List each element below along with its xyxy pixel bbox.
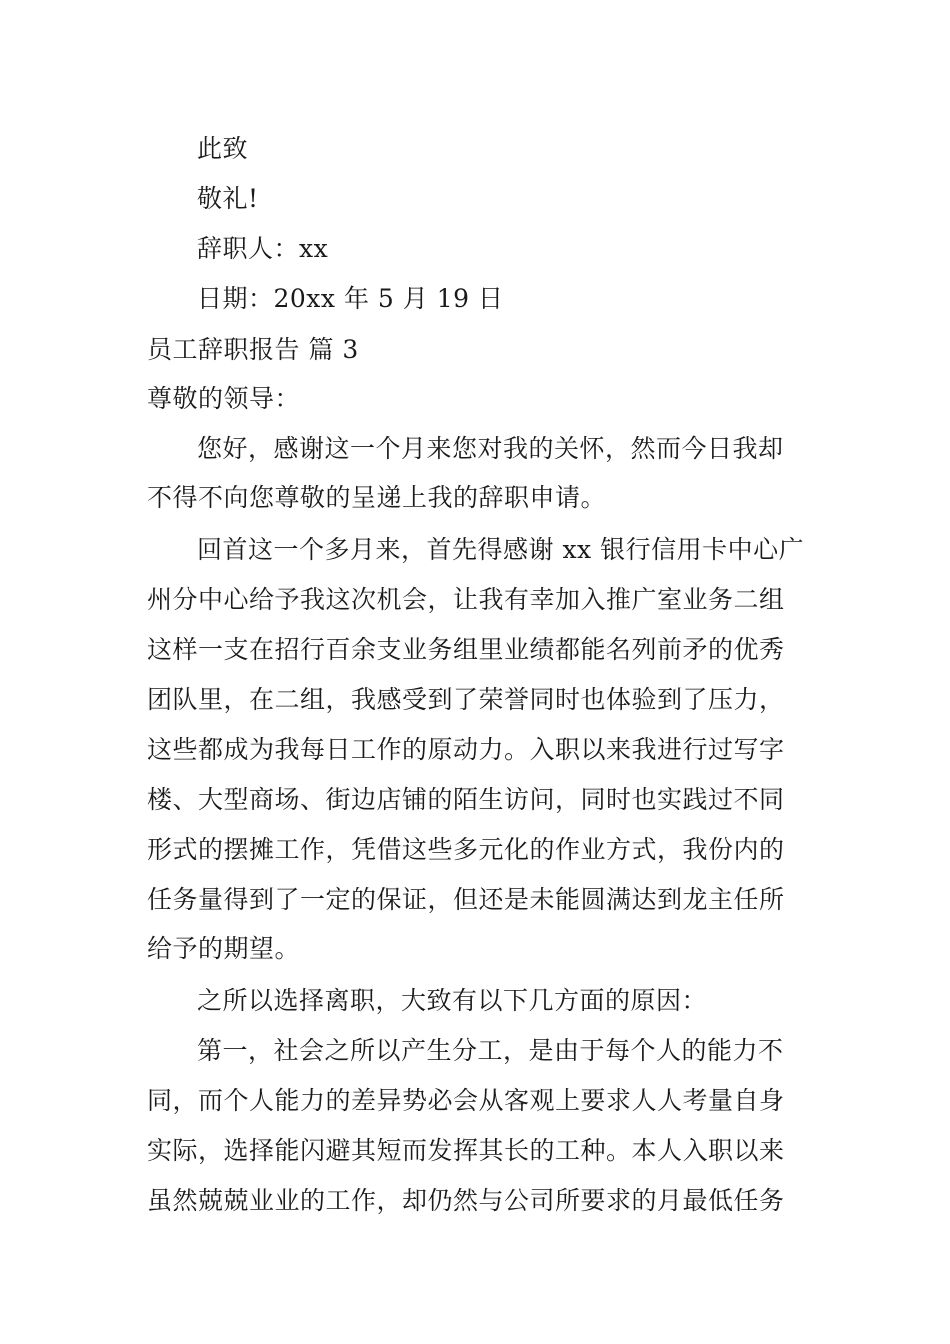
- body-line: 形式的摆摊工作，凭借这些多元化的作业方式，我份内的: [147, 835, 785, 864]
- date-line: 日期：20xx 年 5 月 19 日: [197, 284, 504, 313]
- signer-line: 辞职人：xx: [197, 234, 329, 263]
- body-line: 虽然兢兢业业的工作，却仍然与公司所要求的月最低任务: [147, 1186, 785, 1215]
- body-line: 团队里，在二组，我感受到了荣誉同时也体验到了压力，: [147, 685, 785, 714]
- section-title: 员工辞职报告 篇 3: [147, 335, 359, 364]
- body-line: 实际，选择能闪避其短而发挥其长的工种。本人入职以来: [147, 1136, 785, 1165]
- body-line: 之所以选择离职，大致有以下几方面的原因：: [197, 986, 708, 1015]
- addressee-line: 尊敬的领导：: [147, 384, 301, 413]
- body-line: 第一，社会之所以产生分工，是由于每个人的能力不: [197, 1036, 784, 1065]
- body-line: 同，而个人能力的差异势必会从客观上要求人人考量自身: [147, 1086, 785, 1115]
- closing-salutation: 此致: [197, 134, 249, 163]
- body-line: 州分中心给予我这次机会，让我有幸加入推广室业务二组: [147, 585, 785, 614]
- body-line: 回首这一个多月来，首先得感谢 xx 银行信用卡中心广: [197, 535, 805, 564]
- body-line: 任务量得到了一定的保证，但还是未能圆满达到龙主任所: [147, 885, 785, 914]
- body-line: 不得不向您尊敬的呈递上我的辞职申请。: [147, 483, 607, 512]
- body-line: 给予的期望。: [147, 934, 301, 963]
- body-line: 这样一支在招行百余支业务组里业绩都能名列前矛的优秀: [147, 635, 785, 664]
- body-line: 您好，感谢这一个月来您对我的关怀，然而今日我却: [197, 434, 784, 463]
- body-line: 这些都成为我每日工作的原动力。入职以来我进行过写字: [147, 735, 785, 764]
- body-line: 楼、大型商场、街边店铺的陌生访问，同时也实践过不同: [147, 785, 785, 814]
- closing-regards: 敬礼!: [197, 184, 259, 213]
